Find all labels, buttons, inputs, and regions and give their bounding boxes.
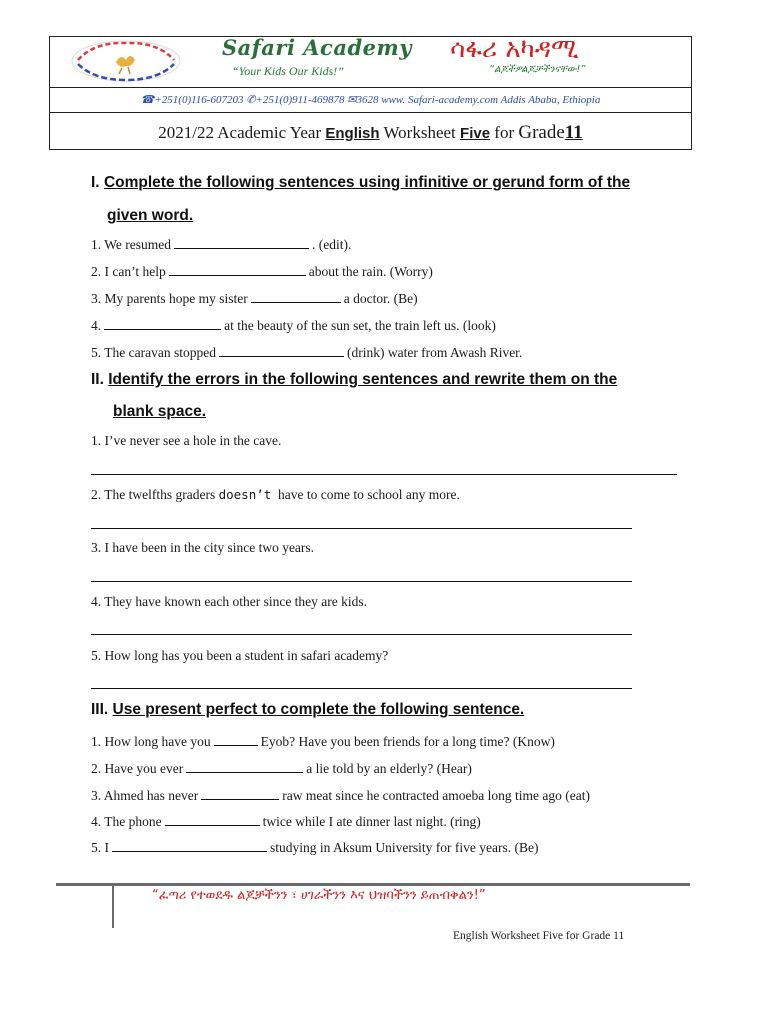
for-text: for: [494, 123, 515, 142]
s2-item-3: 3. I have been in the city since two years.: [91, 540, 315, 555]
s3-item-2: [91, 760, 472, 777]
s3-item-4-text: 4. The phone: [91, 814, 162, 829]
answer-line[interactable]: [91, 581, 632, 582]
section2-heading: [91, 371, 617, 389]
answer-blank[interactable]: [104, 317, 221, 330]
s3-item-3-text: 3. Ahmed has never: [91, 788, 199, 803]
page-footer: English Worksheet Five for Grade 11: [453, 930, 625, 942]
footer-rule: [56, 883, 690, 886]
section2-title-line2: blank space.: [113, 403, 207, 420]
answer-line[interactable]: [91, 528, 632, 529]
answer-blank[interactable]: [219, 344, 344, 357]
worksheet-title: [49, 122, 692, 144]
amharic-brand-name: ሳፋሪ አካዳሚ: [450, 34, 579, 64]
footer-motto: “ፈጣሪ የተወደዱ ልጆቻችንን ፣ ሀገራችንን እና ህዝባችንን ይጠብቅልን!”: [152, 888, 486, 903]
s2-item-4: 4. They have known each other since they are kids.: [91, 594, 368, 609]
grade-number: 11: [564, 122, 583, 143]
worksheet-label: Worksheet: [383, 123, 456, 142]
section3-title: Use present perfect to complete the following sentence.: [112, 701, 525, 718]
answer-blank[interactable]: [169, 263, 306, 276]
answer-blank[interactable]: [112, 839, 267, 852]
section1-numeral: I.: [91, 174, 100, 191]
s2-item-2-text: 2. The twelfths graders: [91, 487, 216, 502]
s1-item-5: [91, 344, 522, 361]
section2-title-line1: Identify the errors in the following sentences and rewrite them on the: [108, 371, 618, 388]
s1-item-2: [91, 263, 433, 280]
s3-item-5-rest: studying in Aksum University for five years. (Be): [270, 840, 539, 855]
s1-item-3-text: 3. My parents hope my sister: [91, 291, 248, 306]
answer-line[interactable]: [91, 688, 632, 689]
answer-blank[interactable]: [174, 236, 309, 249]
s3-item-4: [91, 813, 481, 830]
worksheet-number: Five: [460, 125, 491, 142]
s1-item-4-text: 4.: [91, 318, 102, 333]
s3-item-4-rest: twice while I ate dinner last night. (ring): [262, 814, 481, 829]
academic-year: 2021/22 Academic Year: [158, 123, 322, 142]
section2-numeral: II.: [91, 371, 104, 388]
answer-blank[interactable]: [214, 733, 258, 746]
brand-name: Safari Academy: [222, 35, 412, 60]
section1-title-line2: given word.: [107, 207, 194, 224]
section1-heading: [91, 174, 630, 192]
subject: English: [325, 125, 380, 142]
answer-blank[interactable]: [186, 760, 303, 773]
s3-item-1-rest: Eyob? Have you been friends for a long time? (Know): [260, 734, 555, 749]
s2-item-2: [91, 487, 460, 503]
section3-numeral: III.: [91, 701, 109, 718]
s3-item-5-text: 5. I: [91, 840, 109, 855]
s1-item-1-rest: . (edit).: [312, 237, 352, 252]
s2-item-5: 5. How long has you been a student in safari academy?: [91, 648, 389, 663]
s1-item-3: [91, 290, 418, 307]
s1-item-5-text: 5. The caravan stopped: [91, 345, 216, 360]
s1-item-3-rest: a doctor. (Be): [343, 291, 418, 306]
s1-item-1-text: 1. We resumed: [91, 237, 172, 252]
s1-item-1: [91, 236, 351, 253]
s3-item-1: [91, 733, 555, 750]
s3-item-2-rest: a lie told by an elderly? (Hear): [306, 761, 472, 776]
amharic-tagline: “ልጆችዎልጆቻችንናቸው!”: [489, 64, 586, 75]
s1-item-2-text: 2. I can’t help: [91, 264, 166, 279]
s2-item-2-verb: doesn’t: [218, 487, 272, 502]
section1-title-line1: Complete the following sentences using infinitive or gerund form of the: [103, 174, 631, 191]
section1-heading-cont: [107, 207, 193, 225]
safari-academy-logo: [64, 38, 188, 84]
section2-heading-cont: [113, 403, 206, 421]
brand-tagline: “Your Kids Our Kids!”: [232, 64, 344, 78]
answer-blank[interactable]: [165, 813, 260, 826]
contact-line: ☎+251(0)116-607203 ✆+251(0)911-469878 ✉3628 www. Safari-academy.com Addis Ababa, Ethiopia: [140, 94, 601, 106]
answer-line[interactable]: [91, 634, 632, 635]
footer-vertical-rule: [112, 884, 114, 928]
s3-item-5: [91, 839, 538, 856]
s1-item-4-rest: at the beauty of the sun set, the train left us. (look): [224, 318, 496, 333]
answer-line[interactable]: [91, 474, 677, 475]
s2-item-1: 1. I’ve never see a hole in the cave.: [91, 433, 282, 448]
s3-item-3: [91, 787, 590, 804]
section3-heading: [91, 701, 524, 719]
s3-item-2-text: 2. Have you ever: [91, 761, 184, 776]
s1-item-4: [91, 317, 496, 334]
answer-blank[interactable]: [251, 290, 341, 303]
s3-item-3-rest: raw meat since he contracted amoeba long time ago (eat): [282, 788, 590, 803]
s3-item-1-text: 1. How long have you: [91, 734, 211, 749]
s2-item-2-rest: have to come to school any more.: [278, 487, 460, 502]
grade-label: Grade: [518, 122, 565, 143]
answer-blank[interactable]: [201, 787, 279, 800]
s1-item-2-rest: about the rain. (Worry): [308, 264, 433, 279]
s1-item-5-rest: (drink) water from Awash River.: [346, 345, 523, 360]
